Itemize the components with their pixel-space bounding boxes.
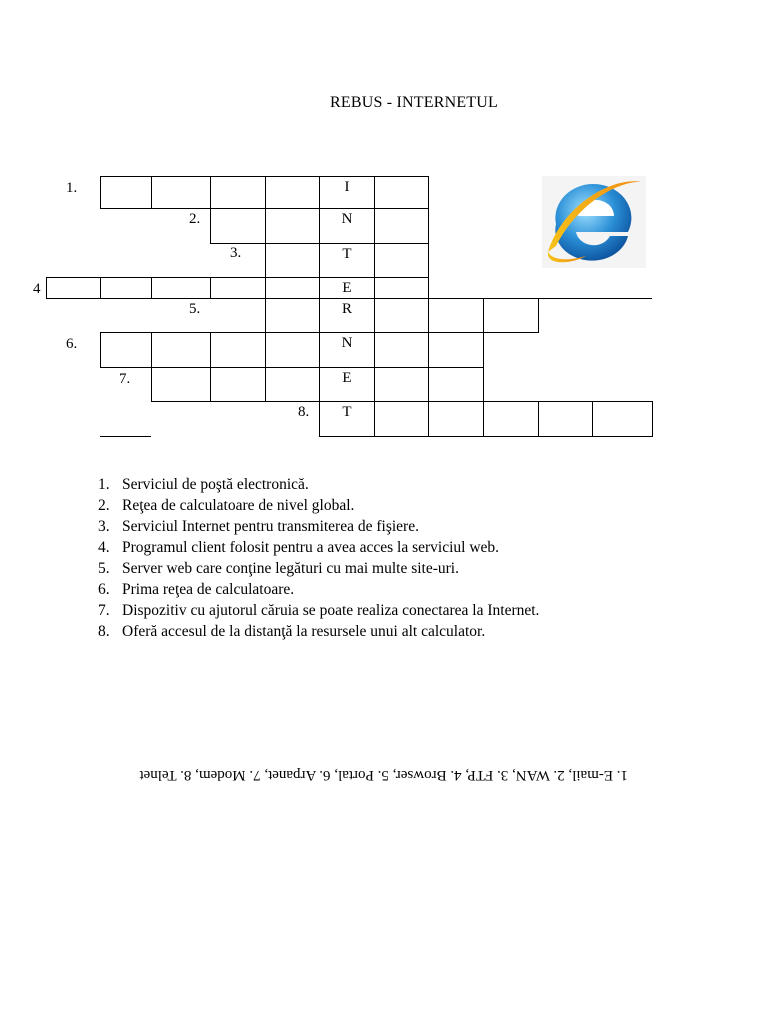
clue-item <box>98 621 539 642</box>
clue-item <box>98 516 539 537</box>
crossword-cell[interactable] <box>374 367 429 402</box>
crossword-cell[interactable] <box>374 277 429 299</box>
row-number-3: 3. <box>230 245 242 261</box>
crossword-grid <box>0 0 768 470</box>
crossword-cell[interactable] <box>151 176 211 209</box>
crossword-cell[interactable] <box>265 277 320 299</box>
crossword-cell[interactable] <box>265 298 320 333</box>
row-number-4: 4 <box>33 281 41 297</box>
crossword-cell[interactable] <box>483 401 539 437</box>
clue-text: Prima reţea de calculatoare. <box>122 581 295 598</box>
crossword-cell[interactable] <box>265 176 320 209</box>
key-letter-cell[interactable]: N <box>319 208 375 244</box>
clue-number: 1. <box>98 476 110 493</box>
rule-line <box>100 436 151 437</box>
row-number-5: 5. <box>189 301 201 317</box>
crossword-cell[interactable] <box>428 332 484 368</box>
clue-item <box>98 495 539 516</box>
key-letter-cell[interactable]: T <box>319 243 375 278</box>
key-letter-cell[interactable]: E <box>319 367 375 402</box>
crossword-cell[interactable] <box>374 298 429 333</box>
clue-number: 3. <box>98 518 110 535</box>
clue-number: 4. <box>98 539 110 556</box>
crossword-cell[interactable] <box>592 401 653 437</box>
crossword-cell[interactable] <box>46 277 101 299</box>
crossword-cell[interactable] <box>100 176 152 209</box>
clue-number: 2. <box>98 497 110 514</box>
clue-item <box>98 579 539 600</box>
crossword-cell[interactable] <box>210 277 266 299</box>
crossword-cell[interactable] <box>100 277 152 299</box>
clue-number: 5. <box>98 560 110 577</box>
clue-item <box>98 600 539 621</box>
crossword-cell[interactable] <box>374 208 429 244</box>
crossword-cell[interactable] <box>265 367 320 402</box>
crossword-cell[interactable] <box>210 176 266 209</box>
row-number-6: 6. <box>66 336 78 352</box>
clue-text: Oferă accesul de la distanţă la resursele unui alt calculator. <box>122 623 486 640</box>
internet-explorer-logo-icon <box>542 176 646 268</box>
crossword-cell[interactable] <box>210 367 266 402</box>
key-letter-cell[interactable]: N <box>319 332 375 368</box>
clue-text: Programul client folosit pentru a avea acces la serviciul web. <box>122 539 500 556</box>
crossword-cell[interactable] <box>265 332 320 368</box>
clue-number: 7. <box>98 602 110 619</box>
answer-key: 1. E-mail, 2. WAN, 3. FTP, 4. Browser, 5. Portal, 6. Arpanet, 7. Modem, 8. Telnet <box>139 767 628 783</box>
clue-item <box>98 537 539 558</box>
row-number-7: 7. <box>119 371 131 387</box>
key-letter-cell[interactable]: E <box>319 277 375 299</box>
crossword-cell[interactable] <box>151 367 211 402</box>
clue-number: 6. <box>98 581 110 598</box>
crossword-cell[interactable] <box>210 332 266 368</box>
crossword-cell[interactable] <box>265 243 320 278</box>
page-title: REBUS - INTERNETUL <box>329 94 499 111</box>
clue-text: Reţea de calculatoare de nivel global. <box>122 497 355 514</box>
crossword-cell[interactable] <box>151 277 211 299</box>
key-letter-cell[interactable]: T <box>319 401 375 437</box>
clue-item <box>98 474 539 495</box>
crossword-cell[interactable] <box>428 367 484 402</box>
clue-text: Serviciul de poştă electronică. <box>122 476 309 493</box>
clue-text: Serviciul Internet pentru transmiterea de fişiere. <box>122 518 419 535</box>
row-number-2: 2. <box>189 211 201 227</box>
clue-item <box>98 558 539 579</box>
clue-text: Dispozitiv cu ajutorul căruia se poate realiza conectarea la Internet. <box>122 602 540 619</box>
crossword-cell[interactable] <box>538 401 593 437</box>
crossword-cell[interactable] <box>210 208 266 244</box>
row-number-8: 8. <box>298 404 310 420</box>
crossword-cell[interactable] <box>483 298 539 333</box>
crossword-cell[interactable] <box>374 401 429 437</box>
key-letter-cell[interactable]: R <box>319 298 375 333</box>
crossword-cell[interactable] <box>428 401 484 437</box>
crossword-cell[interactable] <box>265 208 320 244</box>
key-letter-cell[interactable]: I <box>319 176 375 209</box>
clue-number: 8. <box>98 623 110 640</box>
clue-text: Server web care conţine legături cu mai multe site-uri. <box>122 560 459 577</box>
crossword-cell[interactable] <box>374 332 429 368</box>
rule-line <box>428 298 652 299</box>
clue-list <box>98 474 539 642</box>
crossword-cell[interactable] <box>428 298 484 333</box>
row-number-1: 1. <box>66 180 78 196</box>
crossword-cell[interactable] <box>151 332 211 368</box>
crossword-cell[interactable] <box>100 332 152 368</box>
crossword-cell[interactable] <box>374 243 429 278</box>
crossword-cell[interactable] <box>374 176 429 209</box>
